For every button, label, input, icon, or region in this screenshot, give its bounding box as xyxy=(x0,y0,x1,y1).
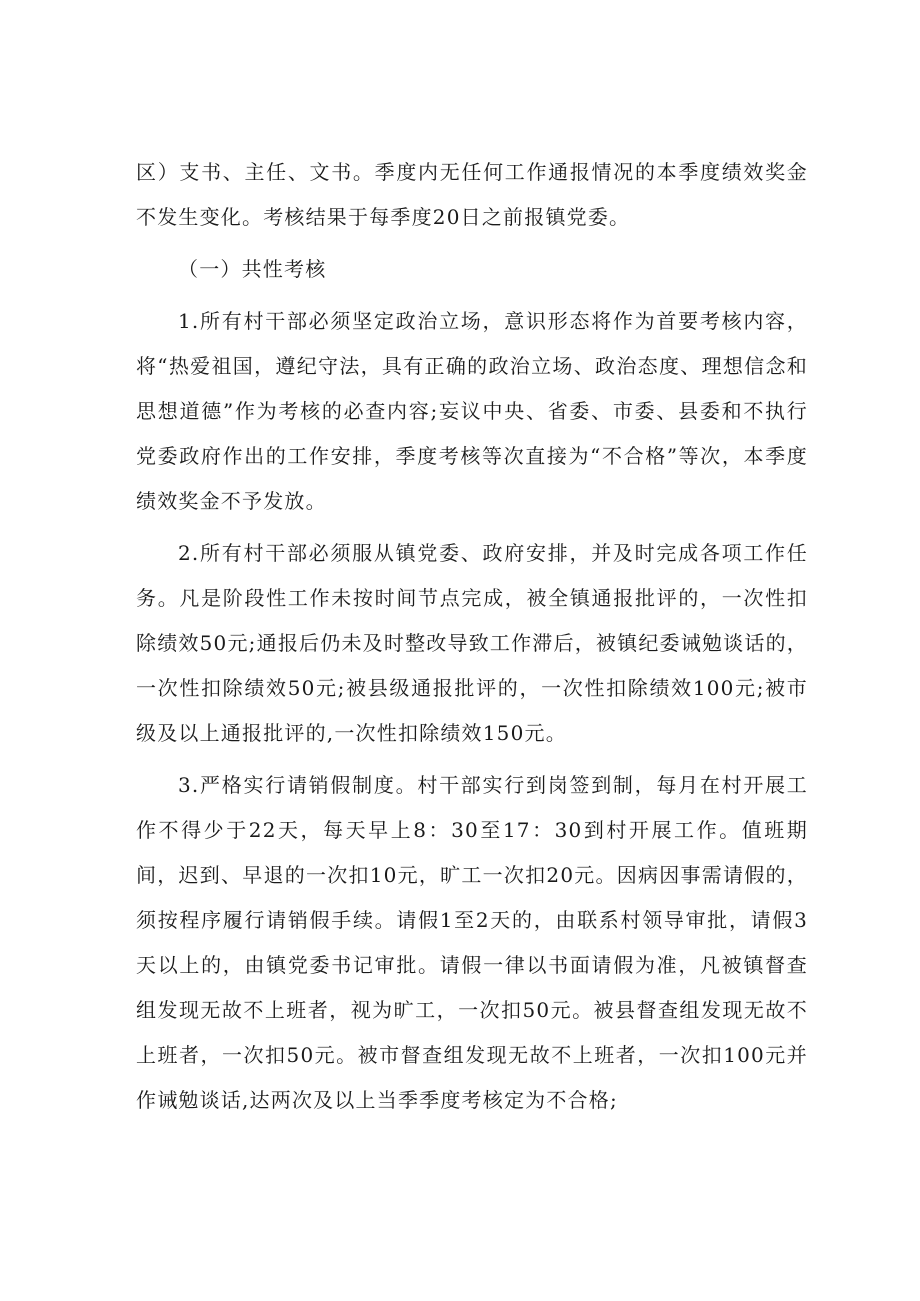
section-heading: （一）共性考核 xyxy=(178,257,327,281)
document-body xyxy=(136,150,808,1130)
paragraph-continuation: 区）支书、主任、文书。季度内无任何工作通报情况的本季度绩效奖金不发生变化。考核结果于每季度20日之前报镇党委。 xyxy=(136,160,808,229)
paragraph-item-3: 3.严格实行请销假制度。村干部实行到岗签到制，每月在村开展工作不得少于22天，每天早上8：30至17：30到村开展工作。值班期间，迟到、早退的一次扣10元，旷工一次扣20元。因病因事需请假的，须按程序履行请销假手续。请假1至2天的，由联系村领导审批，请假3天以上的，由镇党委书记审批。请假一律以书面请假为准，凡被镇督查组发现无故不上班者，视为旷工，一次扣50元。被县督查组发现无故不上班者，一次扣50元。被市督查组发现无故不上班者，一次扣100元并作诫勉谈话,达两次及以上当季季度考核定为不合格; xyxy=(136,773,808,1112)
paragraph-item-2: 2.所有村干部必须服从镇党委、政府安排，并及时完成各项工作任务。凡是阶段性工作未按时间节点完成，被全镇通报批评的，一次性扣除绩效50元;通报后仍未及时整改导致工作滞后，被镇纪委诫勉谈话的，一次性扣除绩效50元;被县级通报批评的，一次性扣除绩效100元;被市级及以上通报批评的,一次性扣除绩效150元。 xyxy=(136,541,808,745)
paragraph-item-1: 1.所有村干部必须坚定政治立场，意识形态将作为首要考核内容，将“热爱祖国，遵纪守法，具有正确的政治立场、政治态度、理想信念和思想道德”作为考核的必查内容;妄议中央、省委、市委、县委和不执行党委政府作出的工作安排，季度考核等次直接为“不合格”等次，本季度绩效奖金不予发放。 xyxy=(136,309,808,513)
